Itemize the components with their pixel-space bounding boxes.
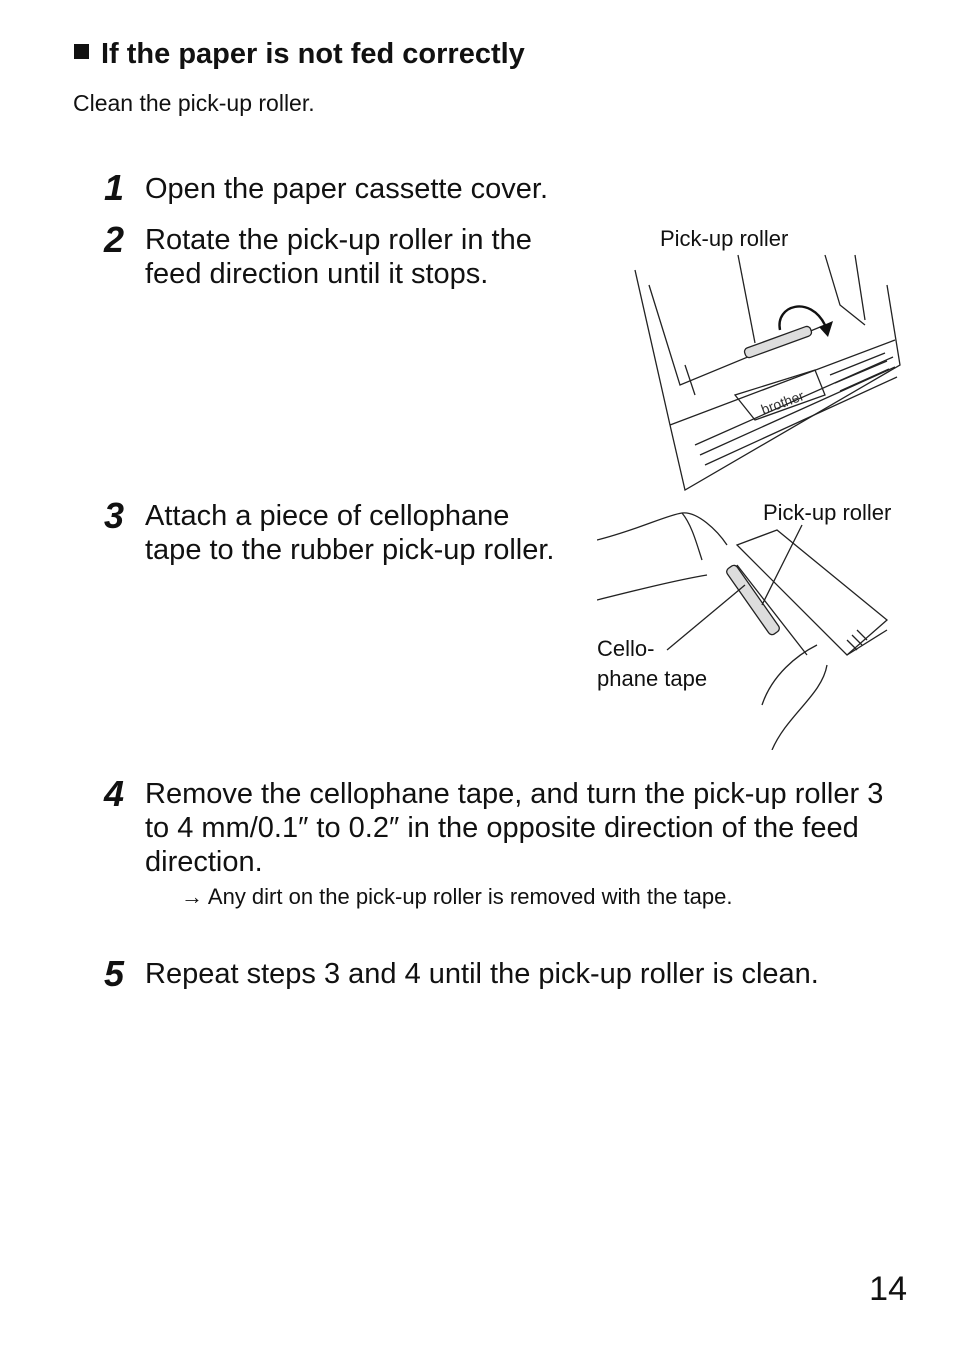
step-2-text: Rotate the pick-up roller in the feed direction until it stops. <box>145 224 532 290</box>
step-4-note-text: Any dirt on the pick-up roller is removed with the tape. <box>207 884 733 909</box>
step-4-note <box>181 884 733 910</box>
section-intro: Clean the pick-up roller. <box>73 90 315 116</box>
step-3-number: 3 <box>104 495 125 536</box>
tape-label-line-2: phane tape <box>597 666 708 691</box>
arrow-right-icon: → <box>181 884 203 909</box>
step-3-text: Attach a piece of cellophane tape to the rubber pick-up roller. <box>145 500 555 566</box>
step-1-number: 1 <box>104 167 125 208</box>
section-title: If the paper is not fed correctly <box>101 38 525 70</box>
step-5-number: 5 <box>104 953 125 994</box>
section-heading <box>74 38 525 71</box>
step-4-number: 4 <box>104 773 125 814</box>
page-number: 14 <box>869 1270 907 1308</box>
brand-label: brother <box>758 387 807 418</box>
fig2-callout-pickup-roller: Pick-up roller <box>763 500 892 525</box>
fig1-callout-pickup-roller: Pick-up roller <box>660 226 789 251</box>
step-2-number: 2 <box>104 219 125 260</box>
printer-pickup-roller-illustration <box>625 245 915 495</box>
cellophane-tape-illustration <box>597 505 892 750</box>
bullet-square-icon <box>74 44 89 59</box>
tape-label-line-1: Cello- <box>597 636 655 661</box>
step-1-text: Open the paper cassette cover. <box>145 173 549 205</box>
step-5-text: Repeat steps 3 and 4 until the pick-up roller is clean. <box>145 958 819 990</box>
step-4-text: Remove the cellophane tape, and turn the pick-up roller 3 to 4 mm/0.1″ to 0.2″ in the opposite direction of the feed direction. <box>145 778 884 878</box>
